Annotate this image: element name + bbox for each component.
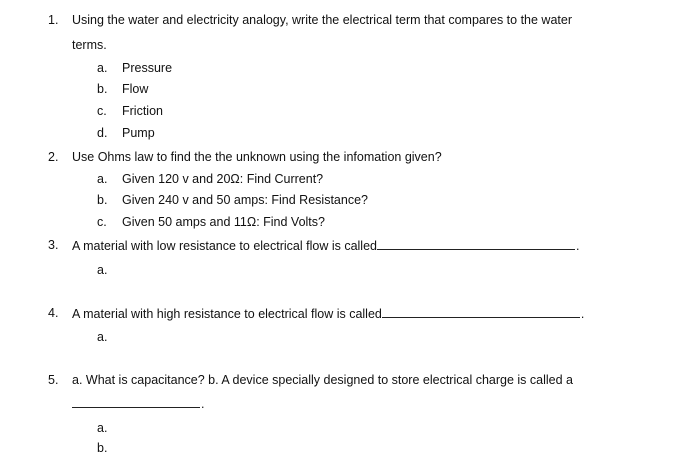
item-label: a. (97, 421, 108, 435)
answer-blank[interactable] (382, 305, 580, 318)
item-label: a. (97, 61, 108, 75)
sentence-period: . (201, 397, 205, 411)
sentence-period: . (575, 239, 580, 253)
sentence-period: . (580, 307, 585, 321)
item-text: Pump (122, 126, 155, 140)
question-text-with-blank (72, 237, 579, 254)
question-number: 2. (48, 150, 59, 164)
item-label: b. (97, 441, 108, 455)
item-label: c. (97, 104, 107, 118)
item-text: Pressure (122, 61, 173, 75)
item-label: a. (97, 172, 108, 186)
question-number: 1. (48, 13, 59, 27)
question-text: A material with high resistance to electrical flow is called (72, 307, 382, 321)
question-text-with-blank (72, 305, 584, 322)
question-text: Using the water and electricity analogy, write the electrical term that compares to the water (72, 13, 572, 27)
question-text: A material with low resistance to electrical flow is called (72, 239, 377, 253)
item-text: Flow (122, 82, 149, 96)
item-label: a. (97, 330, 108, 344)
item-label: c. (97, 215, 107, 229)
item-label: d. (97, 126, 108, 140)
question-1-continuation (72, 37, 107, 53)
item-label: b. (97, 193, 108, 207)
answer-blank[interactable] (72, 395, 200, 408)
question-number: 3. (48, 238, 59, 252)
item-text: Given 120 v and 20Ω: Find Current? (122, 172, 324, 186)
item-text: Friction (122, 104, 163, 118)
item-text: Given 240 v and 50 amps: Find Resistance? (122, 193, 368, 207)
item-text: Given 50 amps and 11Ω: Find Volts? (122, 215, 325, 229)
item-label: b. (97, 82, 108, 96)
question-text: terms. (72, 38, 107, 52)
question-text: a. What is capacitance? b. A device specially designed to store electrical charge is called a (72, 373, 573, 387)
answer-blank[interactable] (377, 237, 575, 250)
question-5-continuation (72, 395, 204, 412)
item-label: a. (97, 263, 108, 277)
question-text: Use Ohms law to find the the unknown using the infomation given? (72, 150, 442, 164)
question-number: 5. (48, 373, 59, 387)
question-number: 4. (48, 306, 59, 320)
